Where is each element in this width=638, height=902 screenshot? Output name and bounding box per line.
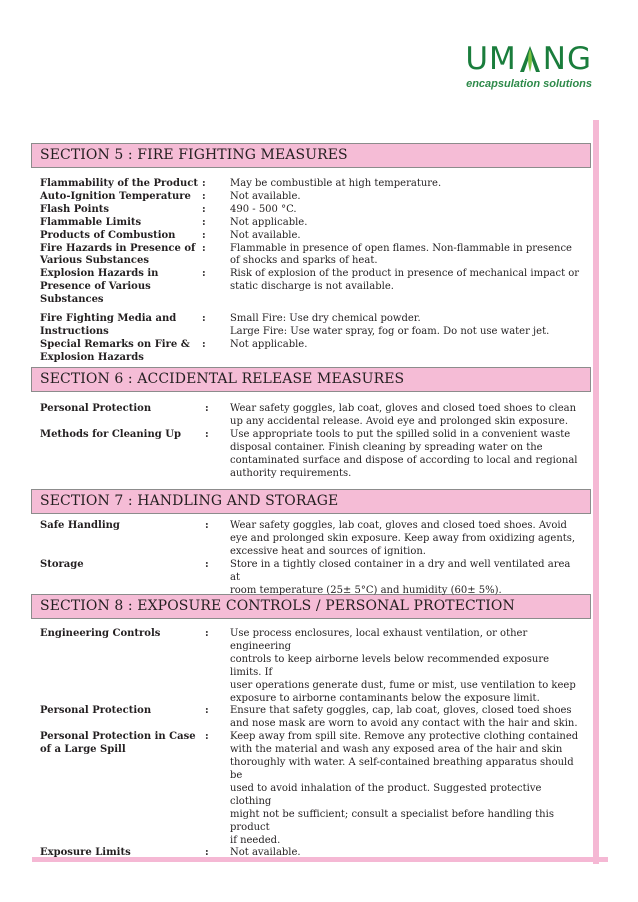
field-colon: :: [205, 847, 209, 859]
value-line: exposure to airborne contaminants below the exposure limit.: [230, 692, 540, 704]
value-line: Wear safety goggles, lab coat, gloves and closed toed shoes to clean: [230, 403, 577, 414]
logo-wordmark: [465, 42, 592, 76]
field-label: Flash Points: [40, 203, 109, 215]
field-label: Products of Combustion: [40, 229, 176, 241]
field-colon: :: [205, 731, 209, 743]
field-value: [230, 731, 580, 847]
field-label: Flammability of the Product: [40, 178, 198, 189]
value-line: authority requirements.: [230, 467, 352, 479]
section-5-header: SECTION 5 : FIRE FIGHTING MEASURES: [31, 143, 591, 168]
field-label: Explosion Hazards in Presence of Various Substances: [40, 268, 159, 306]
field-colon: :: [202, 229, 206, 241]
field-colon: :: [202, 190, 206, 202]
logo-word-right: NG: [542, 41, 592, 77]
field-label: Personal Protection: [40, 705, 152, 717]
value-line: disposal container. Finish cleaning by spreading water on the: [230, 441, 543, 453]
field-value: [230, 559, 580, 598]
field-value: [230, 403, 580, 429]
section-8-header: SECTION 8 : EXPOSURE CONTROLS / PERSONAL PROTECTION: [31, 594, 591, 619]
logo-word-left: UM: [465, 41, 517, 77]
value-line: excessive heat and sources of ignition.: [230, 545, 426, 557]
field-value: [230, 313, 580, 339]
field-value: [230, 268, 580, 307]
field-value: [230, 339, 580, 365]
value-line: Not available.: [230, 847, 301, 859]
value-line: Not applicable.: [230, 338, 308, 350]
field-label: Auto-Ignition Temperature: [40, 190, 191, 202]
section-6-header: SECTION 6 : ACCIDENTAL RELEASE MEASURES: [31, 367, 591, 392]
field-colon: :: [202, 313, 206, 325]
field-label: Personal Protection: [40, 403, 152, 414]
value-line: thoroughly with water. A self-contained breathing apparatus should be: [230, 757, 574, 781]
field-colon: :: [202, 216, 206, 228]
field-colon: :: [202, 268, 206, 280]
value-line: Use process enclosures, local exhaust ventilation, or other engineering: [230, 628, 528, 652]
field-value: [230, 191, 580, 204]
field-colon: :: [205, 705, 209, 717]
field-row: [40, 559, 580, 598]
section-5-body: [40, 178, 580, 365]
field-row: [40, 217, 580, 230]
field-row: [40, 628, 580, 705]
field-row: [40, 403, 580, 429]
value-line: used to avoid inhalation of the product. Suggested protective clothing: [230, 782, 542, 807]
field-label: Storage: [40, 558, 84, 570]
field-label: Exposure Limits: [40, 847, 131, 859]
field-label: Engineering Controls: [40, 628, 161, 639]
field-value: [230, 628, 580, 705]
field-row: [40, 243, 580, 269]
value-line: contaminated surface and dispose of according to local and regional: [230, 454, 578, 466]
value-line: May be combustible at high temperature.: [230, 178, 442, 189]
field-value: [230, 217, 580, 230]
section-6-body: [40, 403, 580, 480]
value-line: eye and prolonged skin exposure. Keep away from oxidizing agents,: [230, 532, 576, 544]
field-value: [230, 429, 580, 481]
field-value: [230, 705, 580, 731]
value-line: with the material and wash any exposed area of the hair and skin: [230, 744, 563, 756]
field-colon: :: [205, 403, 209, 414]
field-colon: :: [205, 520, 209, 531]
value-line: static discharge is not available.: [230, 281, 394, 293]
value-line: Not available.: [230, 229, 301, 241]
value-line: Risk of explosion of the product in presence of mechanical impact or: [230, 268, 580, 280]
value-line: might not be sufficient; consult a specialist before handling this product: [230, 808, 554, 833]
field-label: Special Remarks on Fire & Explosion Hazards: [40, 338, 190, 363]
value-line: Flammable in presence of open flames. Non-flammable in presence: [230, 242, 572, 254]
field-value: [230, 230, 580, 243]
value-line: Ensure that safety goggles, cap, lab coat, gloves, closed toed shoes: [230, 705, 572, 717]
side-decor-bar: [593, 120, 599, 864]
logo-tagline: encapsulation solutions: [466, 78, 592, 90]
field-colon: :: [202, 242, 206, 254]
value-line: and nose mask are worn to avoid any contact with the hair and skin.: [230, 718, 578, 730]
field-colon: :: [205, 558, 209, 570]
field-label: Fire Hazards in Presence of Various Substances: [40, 242, 196, 267]
field-row: [40, 191, 580, 204]
field-row: [40, 339, 580, 365]
field-label: Fire Fighting Media and Instructions: [40, 313, 177, 337]
leaf-a-icon: [519, 45, 541, 73]
field-row: [40, 847, 580, 860]
field-row: [40, 313, 580, 339]
field-row: [40, 731, 580, 847]
field-colon: :: [205, 628, 209, 639]
field-value: [230, 520, 580, 559]
field-colon: :: [202, 203, 206, 215]
field-row: [40, 268, 580, 307]
value-line: Not available.: [230, 190, 301, 202]
value-line: Large Fire: Use water spray, fog or foam. Do not use water jet.: [230, 325, 550, 337]
value-line: Store in a tightly closed container in a dry and well ventilated area at: [230, 558, 571, 583]
value-line: if needed.: [230, 834, 281, 846]
field-label: Personal Protection in Case of a Large Spill: [40, 731, 196, 756]
field-colon: :: [205, 428, 209, 440]
section-7-body: [40, 520, 580, 597]
field-value: [230, 204, 580, 217]
value-line: Wear safety goggles, lab coat, gloves and closed toed shoes. Avoid: [230, 520, 567, 531]
value-line: room temperature (25± 5°C) and humidity (60± 5%).: [230, 584, 502, 596]
field-row: [40, 520, 580, 559]
field-value: [230, 178, 580, 191]
section-7-header: SECTION 7 : HANDLING AND STORAGE: [31, 489, 591, 514]
value-line: Keep away from spill site. Remove any protective clothing contained: [230, 731, 579, 743]
field-row: [40, 429, 580, 481]
value-line: Small Fire: Use dry chemical powder.: [230, 313, 421, 325]
value-line: Not applicable.: [230, 216, 308, 228]
field-row: [40, 230, 580, 243]
value-line: of shocks and sparks of heat.: [230, 255, 378, 267]
field-value: [230, 847, 580, 860]
value-line: up any accidental release. Avoid eye and prolonged skin exposure.: [230, 415, 569, 427]
section-8-body: [40, 628, 580, 860]
field-label: Flammable Limits: [40, 216, 142, 228]
field-value: [230, 243, 580, 269]
field-colon: :: [202, 338, 206, 350]
field-label: Methods for Cleaning Up: [40, 428, 181, 440]
value-line: Use appropriate tools to put the spilled solid in a convenient waste: [230, 428, 571, 440]
field-row: [40, 178, 580, 191]
field-row: [40, 705, 580, 731]
value-line: 490 - 500 °C.: [230, 203, 297, 215]
umang-logo: [465, 42, 592, 90]
field-colon: :: [202, 178, 206, 189]
value-line: controls to keep airborne levels below recommended exposure limits. If: [230, 653, 550, 678]
value-line: user operations generate dust, fume or mist, use ventilation to keep: [230, 679, 576, 691]
field-row: [40, 204, 580, 217]
field-label: Safe Handling: [40, 520, 120, 531]
